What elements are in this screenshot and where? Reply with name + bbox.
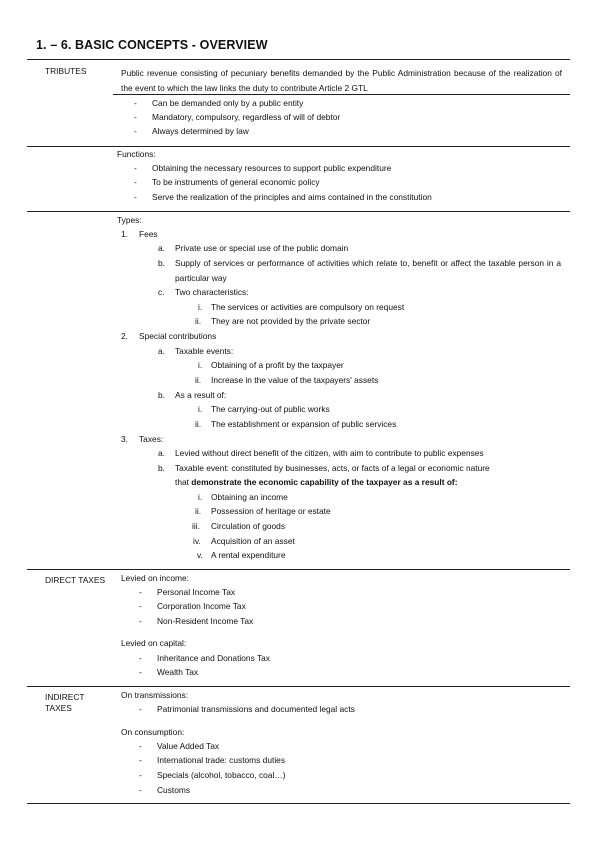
list-marker: b.	[158, 463, 165, 473]
list-item: Private use or special use of the public domain	[175, 243, 349, 253]
list-item: The establishment or expansion of public services	[211, 419, 397, 429]
list-dash: -	[139, 616, 142, 626]
list-item: Mandatory, compulsory, regardless of will of debtor	[152, 112, 341, 122]
text-run: that	[175, 477, 192, 487]
list-marker: i.	[198, 302, 203, 312]
list-item: Value Added Tax	[157, 741, 220, 751]
list-item: Taxable events:	[175, 346, 234, 356]
list-item: Two characteristics:	[175, 287, 249, 297]
list-dash: -	[134, 98, 137, 108]
list-marker: a.	[158, 448, 165, 458]
list-item: Possession of heritage or estate	[211, 506, 331, 516]
label-line: TAXES	[45, 703, 72, 713]
list-item: Circulation of goods	[211, 521, 286, 531]
list-marker: v.	[197, 550, 203, 560]
list-item: To be instruments of general economic policy	[152, 177, 320, 187]
indirect-taxes-label	[45, 692, 85, 714]
label-line: INDIRECT	[45, 692, 85, 702]
list-item: Always determined by law	[152, 126, 249, 136]
list-marker: i.	[198, 492, 203, 502]
list-item: Obtaining an income	[211, 492, 288, 502]
section-rule	[27, 803, 570, 804]
list-dash: -	[134, 192, 137, 202]
list-marker: b.	[158, 258, 165, 268]
list-item: Wealth Tax	[157, 667, 199, 677]
list-marker: ii.	[195, 316, 202, 326]
list-dash: -	[139, 755, 142, 765]
list-item: Increase in the value of the taxpayers' assets	[211, 375, 379, 385]
capital-title: Levied on capital:	[121, 638, 187, 648]
list-item: International trade: customs duties	[157, 755, 286, 765]
transmissions-title: On transmissions:	[121, 690, 189, 700]
list-item: Obtaining of a profit by the taxpayer	[211, 360, 344, 370]
list-item: Acquisition of an asset	[211, 536, 295, 546]
list-marker: c.	[158, 287, 165, 297]
list-item: A rental expenditure	[211, 550, 286, 560]
list-dash: -	[134, 163, 137, 173]
direct-taxes-label: DIRECT TAXES	[45, 575, 106, 585]
title-rule	[27, 59, 570, 60]
tributes-label: TRIBUTES	[45, 66, 87, 76]
income-title: Levied on income:	[121, 573, 189, 583]
list-dash: -	[139, 770, 142, 780]
list-marker: a.	[158, 346, 165, 356]
special-title: Special contributions	[139, 331, 217, 341]
definition-rule	[113, 94, 570, 95]
list-dash: -	[139, 587, 142, 597]
consumption-title: On consumption:	[121, 727, 185, 737]
list-item: The services or activities are compulsory on request	[211, 302, 405, 312]
list-dash: -	[134, 126, 137, 136]
list-marker: b.	[158, 390, 165, 400]
emphasis-text: demonstrate the economic capability of the taxpayer as a result of:	[191, 477, 458, 487]
types-title: Types:	[117, 215, 142, 225]
section-rule	[27, 569, 570, 570]
list-dash: -	[139, 785, 142, 795]
list-item: Corporation Income Tax	[157, 601, 246, 611]
functions-title: Functions:	[117, 149, 156, 159]
list-item: Customs	[157, 785, 191, 795]
list-dash: -	[139, 653, 142, 663]
list-marker: i.	[198, 404, 203, 414]
list-marker: ii.	[195, 375, 202, 385]
list-item: Levied without direct benefit of the citizen, with aim to contribute to public expenses	[175, 448, 484, 458]
section-rule	[27, 146, 570, 147]
list-number: 2.	[121, 331, 128, 341]
list-dash: -	[139, 704, 142, 714]
list-marker: iv.	[193, 536, 201, 546]
list-dash: -	[139, 601, 142, 611]
list-number: 3.	[121, 434, 128, 444]
list-item: Taxable event: constituted by businesses, acts, or facts of a legal or economic nature	[175, 463, 490, 473]
taxes-title: Taxes:	[139, 434, 164, 444]
list-dash: -	[139, 741, 142, 751]
list-marker: i.	[198, 360, 203, 370]
list-item: As a result of:	[175, 390, 227, 400]
section-rule	[27, 211, 570, 212]
page-title: 1. – 6. BASIC CONCEPTS - OVERVIEW	[36, 38, 268, 52]
list-item: Supply of services or performance of activities which relate to, benefit or affect the taxable person in a particular way	[175, 258, 561, 283]
list-item: The carrying-out of public works	[211, 404, 330, 414]
list-item: Personal Income Tax	[157, 587, 236, 597]
list-item: Obtaining the necessary resources to support public expenditure	[152, 163, 392, 173]
section-rule	[27, 686, 570, 687]
list-item-continuation	[175, 475, 458, 490]
list-dash: -	[139, 667, 142, 677]
list-item: They are not provided by the private sector	[211, 316, 371, 326]
list-marker: iii.	[192, 521, 200, 531]
list-item: Serve the realization of the principles and aims contained in the constitution	[152, 192, 432, 202]
list-item: Non-Resident Income Tax	[157, 616, 254, 626]
list-marker: ii.	[195, 419, 202, 429]
list-item: Can be demanded only by a public entity	[152, 98, 304, 108]
list-number: 1.	[121, 229, 128, 239]
list-dash: -	[134, 112, 137, 122]
list-marker: ii.	[195, 506, 202, 516]
list-item: Specials (alcohol, tobacco, coal…)	[157, 770, 286, 780]
fees-title: Fees	[139, 229, 158, 239]
list-dash: -	[134, 177, 137, 187]
tributes-definition: Public revenue consisting of pecuniary benefits demanded by the Public Administration because of the realization of the event to which the law links the duty to contribute Article 2 GTL	[121, 68, 562, 93]
list-item: Inheritance and Donations Tax	[157, 653, 270, 663]
list-item: Patrimonial transmissions and documented legal acts	[157, 704, 355, 714]
list-marker: a.	[158, 243, 165, 253]
